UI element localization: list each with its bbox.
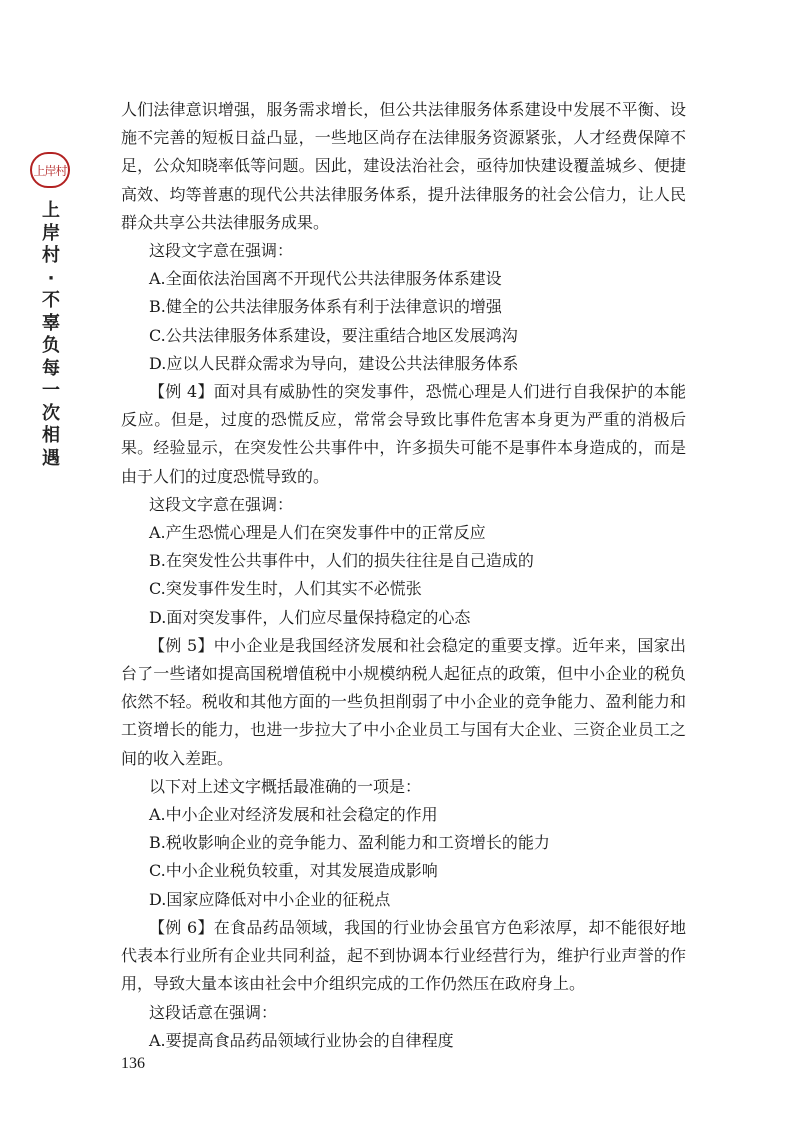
page-number: 136: [121, 1055, 145, 1072]
option-b: B.在突发性公共事件中，人们的损失往往是自己造成的: [149, 551, 534, 571]
example-6-paragraph: 【例 6】在食品药品领域，我国的行业协会虽官方色彩浓厚，却不能很好地代表本行业所有企业共同利益，起不到协调本行业经营行为，维护行业声誉的作用，导致大量本该由社会中介组织完成的工作仍然压在政府身上。: [121, 917, 686, 994]
brand-seal-text: 上岸村: [33, 163, 67, 178]
option-d: D.国家应降低对中小企业的征税点: [149, 889, 391, 909]
option-b: B.健全的公共法律服务体系有利于法律意识的增强: [149, 297, 502, 317]
option-c: C.中小企业税负较重，对其发展造成影响: [149, 861, 438, 881]
question-prompt: 这段话意在强调：: [149, 1002, 278, 1022]
option-c: C.突发事件发生时，人们其实不必慌张: [149, 579, 422, 599]
option-d: D.面对突发事件，人们应尽量保持稳定的心态: [149, 607, 471, 627]
option-a: A.产生恐慌心理是人们在突发事件中的正常反应: [149, 523, 486, 543]
brand-seal-logo: [30, 152, 70, 188]
example-4-paragraph: 【例 4】面对具有威胁性的突发事件，恐慌心理是人们进行自我保护的本能反应。但是，过度的恐慌反应，常常会导致比事件危害本身更为严重的消极后果。经验显示，在突发性公共事件中，许多损失可能不是事件本身造成的，而是由于人们的过度恐慌导致的。: [121, 382, 686, 486]
question-prompt: 这段文字意在强调：: [149, 494, 294, 514]
option-b: B.税收影响企业的竞争能力、盈利能力和工资增长的能力: [149, 833, 550, 853]
brand-vertical-title: 上 岸 村 · 不 辜 负 每 一 次 相 遇: [42, 200, 60, 469]
question-prompt: 这段文字意在强调：: [149, 241, 294, 261]
page-body: [121, 96, 686, 1055]
sidebar-brand: [26, 152, 76, 470]
option-c: C.公共法律服务体系建设，要注重结合地区发展鸿沟: [149, 325, 518, 345]
intro-paragraph: 人们法律意识增强，服务需求增长，但公共法律服务体系建设中发展不平衡、设施不完善的短板日益凸显，一些地区尚存在法律服务资源紧张，人才经费保障不足，公众知晓率低等问题。因此，建设法治社会，亟待加快建设覆盖城乡、便捷高效、均等普惠的现代公共法律服务体系，提升法律服务的社会公信力，让人民群众共享公共法律服务成果。: [121, 100, 686, 232]
question-prompt: 以下对上述文字概括最准确的一项是：: [149, 776, 422, 796]
option-a: A.全面依法治国离不开现代公共法律服务体系建设: [149, 269, 502, 289]
option-d: D.应以人民群众需求为导向，建设公共法律服务体系: [149, 353, 519, 373]
option-a: A.要提高食品药品领域行业协会的自律程度: [149, 1030, 454, 1050]
example-5-paragraph: 【例 5】中小企业是我国经济发展和社会稳定的重要支撑。近年来，国家出台了一些诸如提高国税增值税中小规模纳税人起征点的政策，但中小企业的税负依然不轻。税收和其他方面的一些负担削弱了中小企业的竞争能力、盈利能力和工资增长的能力，也进一步拉大了中小企业员工与国有大企业、三资企业员工之间的收入差距。: [121, 635, 686, 768]
option-a: A.中小企业对经济发展和社会稳定的作用: [149, 805, 438, 825]
